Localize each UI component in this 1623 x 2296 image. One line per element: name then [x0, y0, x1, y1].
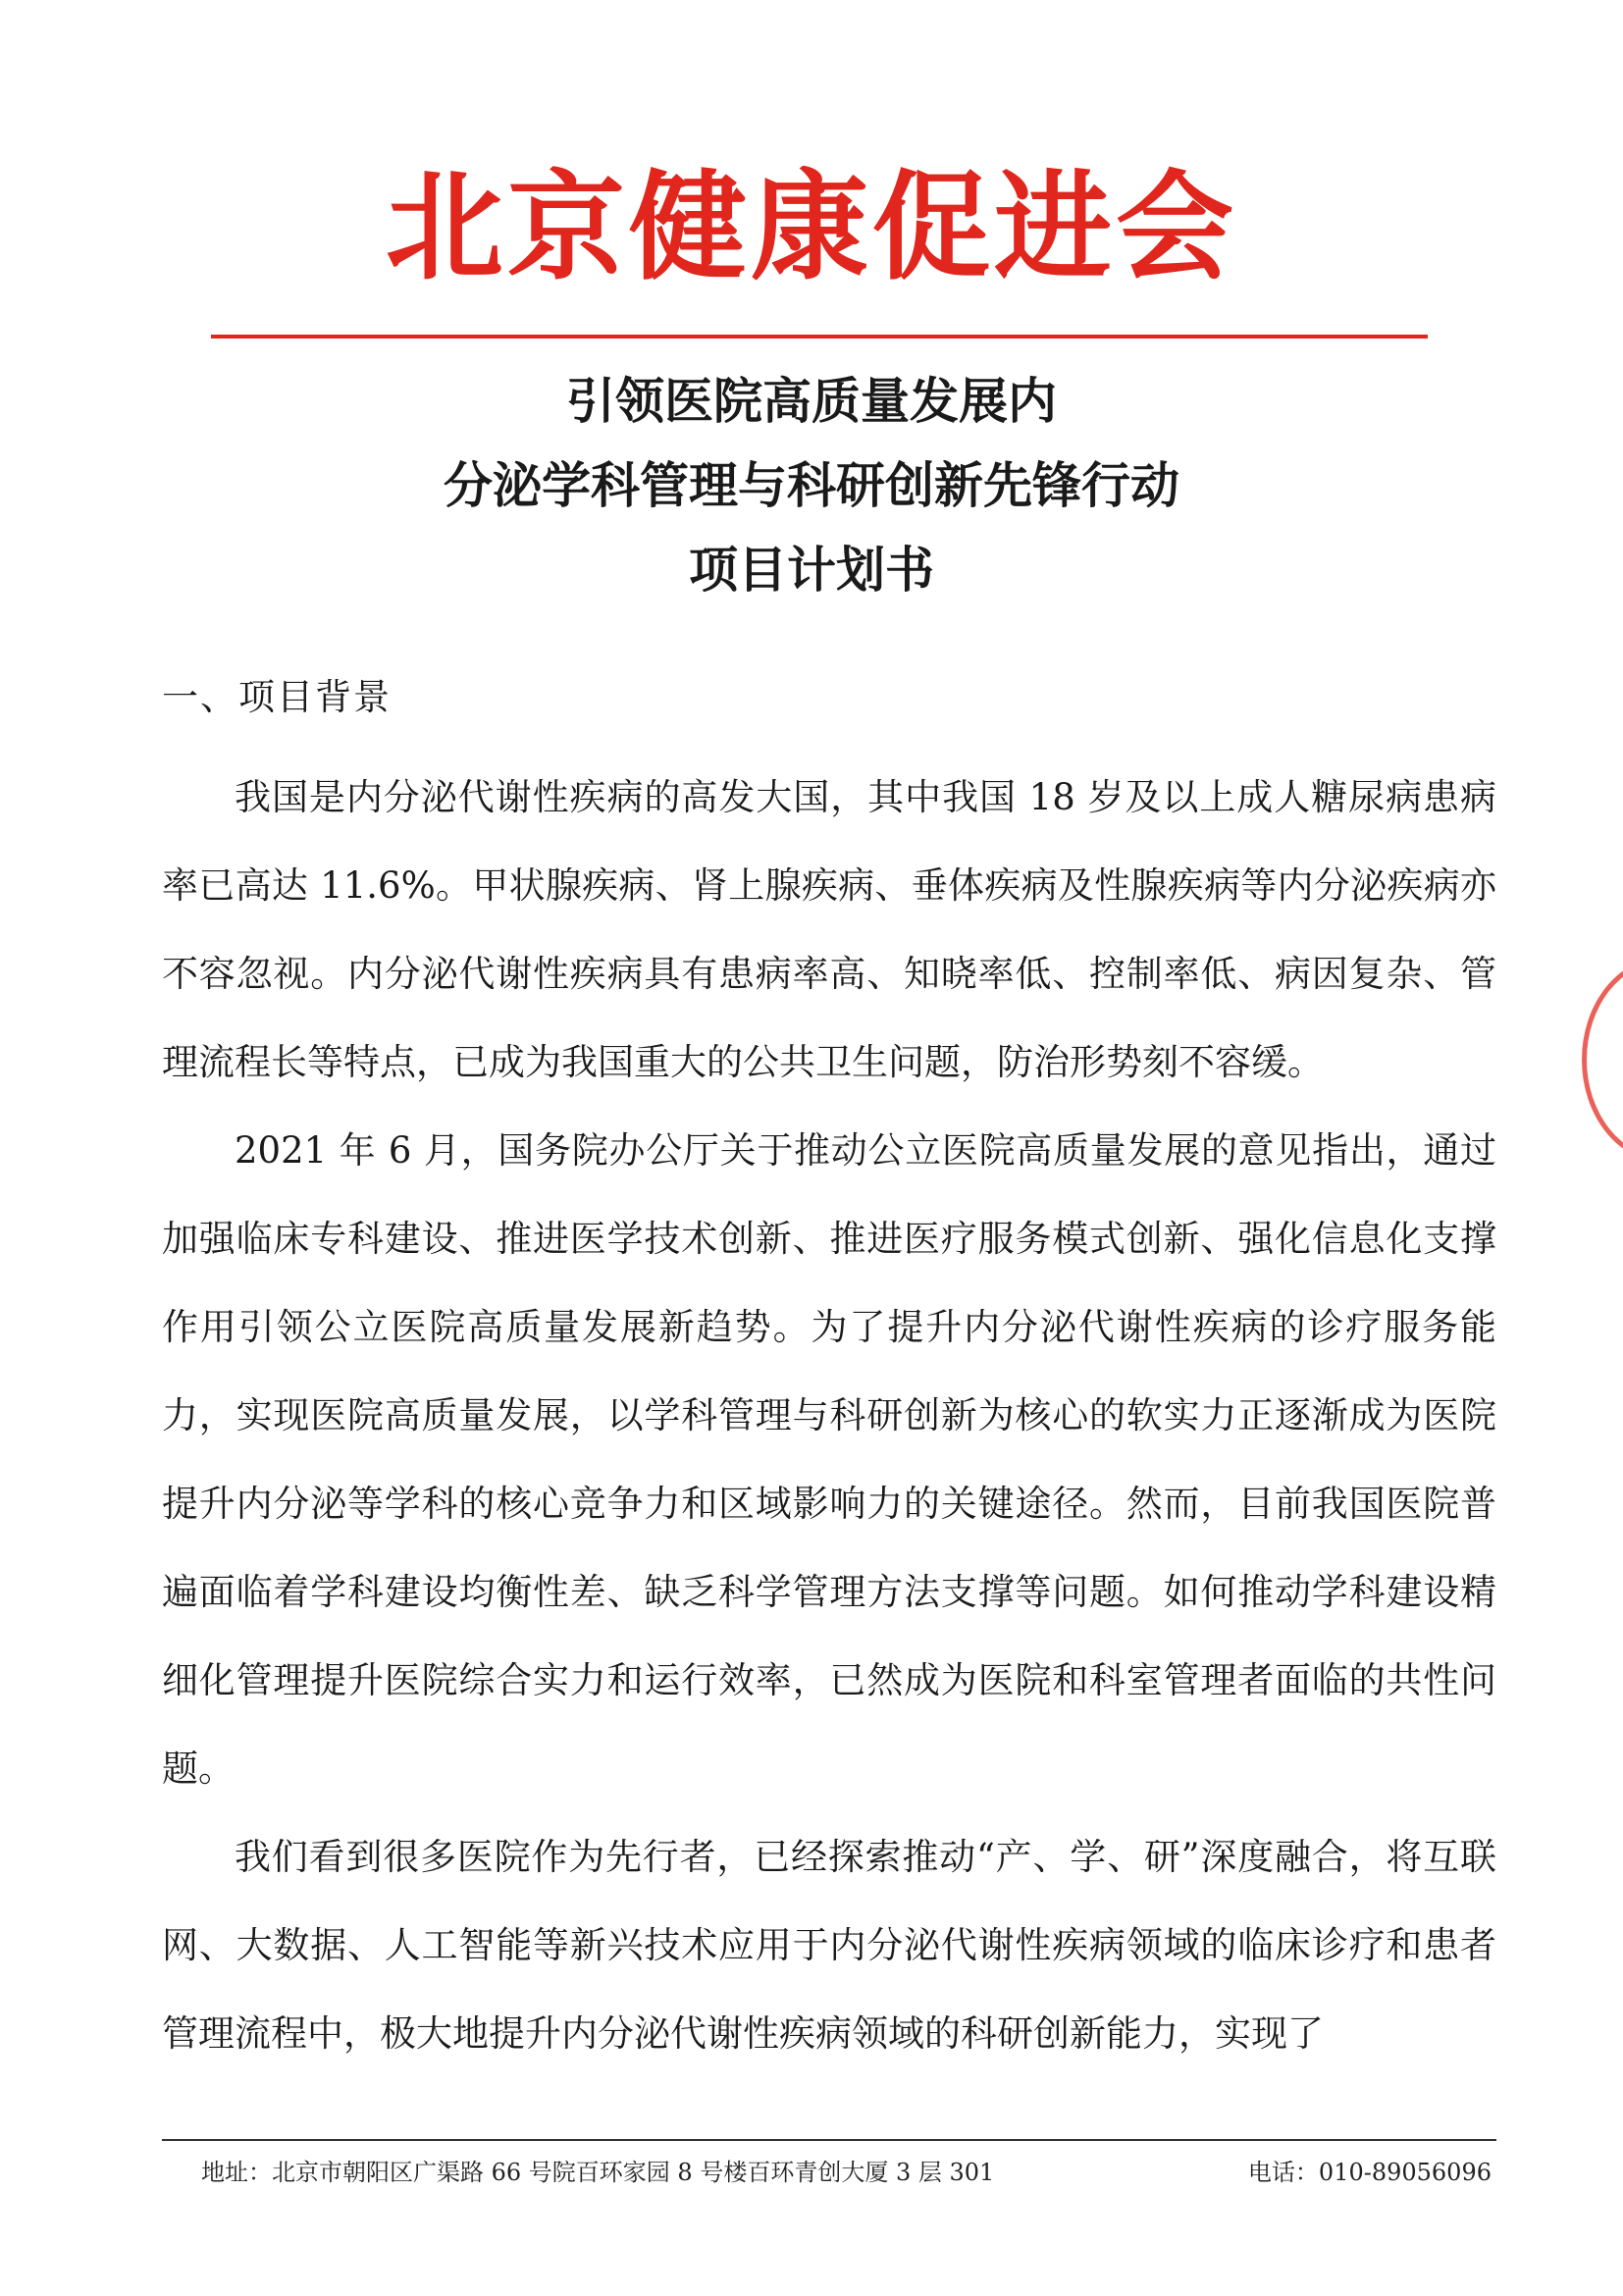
- footer-rule: [162, 2139, 1496, 2141]
- document-title-line-3: 项目计划书: [689, 541, 934, 599]
- section-body: [162, 754, 1496, 2078]
- footer-phone: 电话：010-89056096: [1247, 2159, 1492, 2186]
- document-title-line-1: 引领医院高质量发展内: [566, 372, 1057, 430]
- document-title-line-2: 分泌学科管理与科研创新先锋行动: [444, 456, 1179, 514]
- paragraph-2: 2021 年 6 月，国务院办公厅关于推动公立医院高质量发展的意见指出，通过加强临床专科建设、推进医学技术创新、推进医疗服务模式创新、强化信息化支撑作用引领公立医院高质量发展新趋势。为了提升内分泌代谢性疾病的诊疗服务能力，实现医院高质量发展，以学科管理与科研创新为核心的软实力正逐渐成为医院提升内分泌等学科的核心竞争力和区域影响力的关键途径。然而，目前我国医院普遍面临着学科建设均衡性差、缺乏科学管理方法支撑等问题。如何推动学科建设精细化管理提升医院综合实力和运行效率，已然成为医院和科室管理者面临的共性问题。: [162, 1129, 1496, 1790]
- section-heading-background: 一、项目背景: [162, 676, 392, 718]
- footer-address: 地址：北京市朝阳区广渠路 66 号院百环家园 8 号楼百环青创大厦 3 层 301: [201, 2159, 995, 2186]
- letterhead-org-name: 北京健康促进会: [386, 160, 1237, 296]
- paragraph-1: 我国是内分泌代谢性疾病的高发大国，其中我国 18 岁及以上成人糖尿病患病率已高达 11.6%。甲状腺疾病、肾上腺疾病、垂体疾病及性腺疾病等内分泌疾病亦不容忽视。内分泌代谢性疾病具有患病率高、知晓率低、控制率低、病因复杂、管理流程长等特点，已成为我国重大的公共卫生问题，防治形势刻不容缓。: [162, 776, 1496, 1083]
- paragraph-3: 我们看到很多医院作为先行者，已经探索推动“产、学、研”深度融合，将互联网、大数据、人工智能等新兴技术应用于内分泌代谢性疾病领域的临床诊疗和患者管理流程中，极大地提升内分泌代谢性疾病领域的科研创新能力，实现了: [162, 1836, 1496, 2055]
- letterhead-red-rule: [211, 335, 1428, 339]
- official-seal-fragment: [1582, 957, 1623, 1163]
- document-title: [0, 359, 1623, 612]
